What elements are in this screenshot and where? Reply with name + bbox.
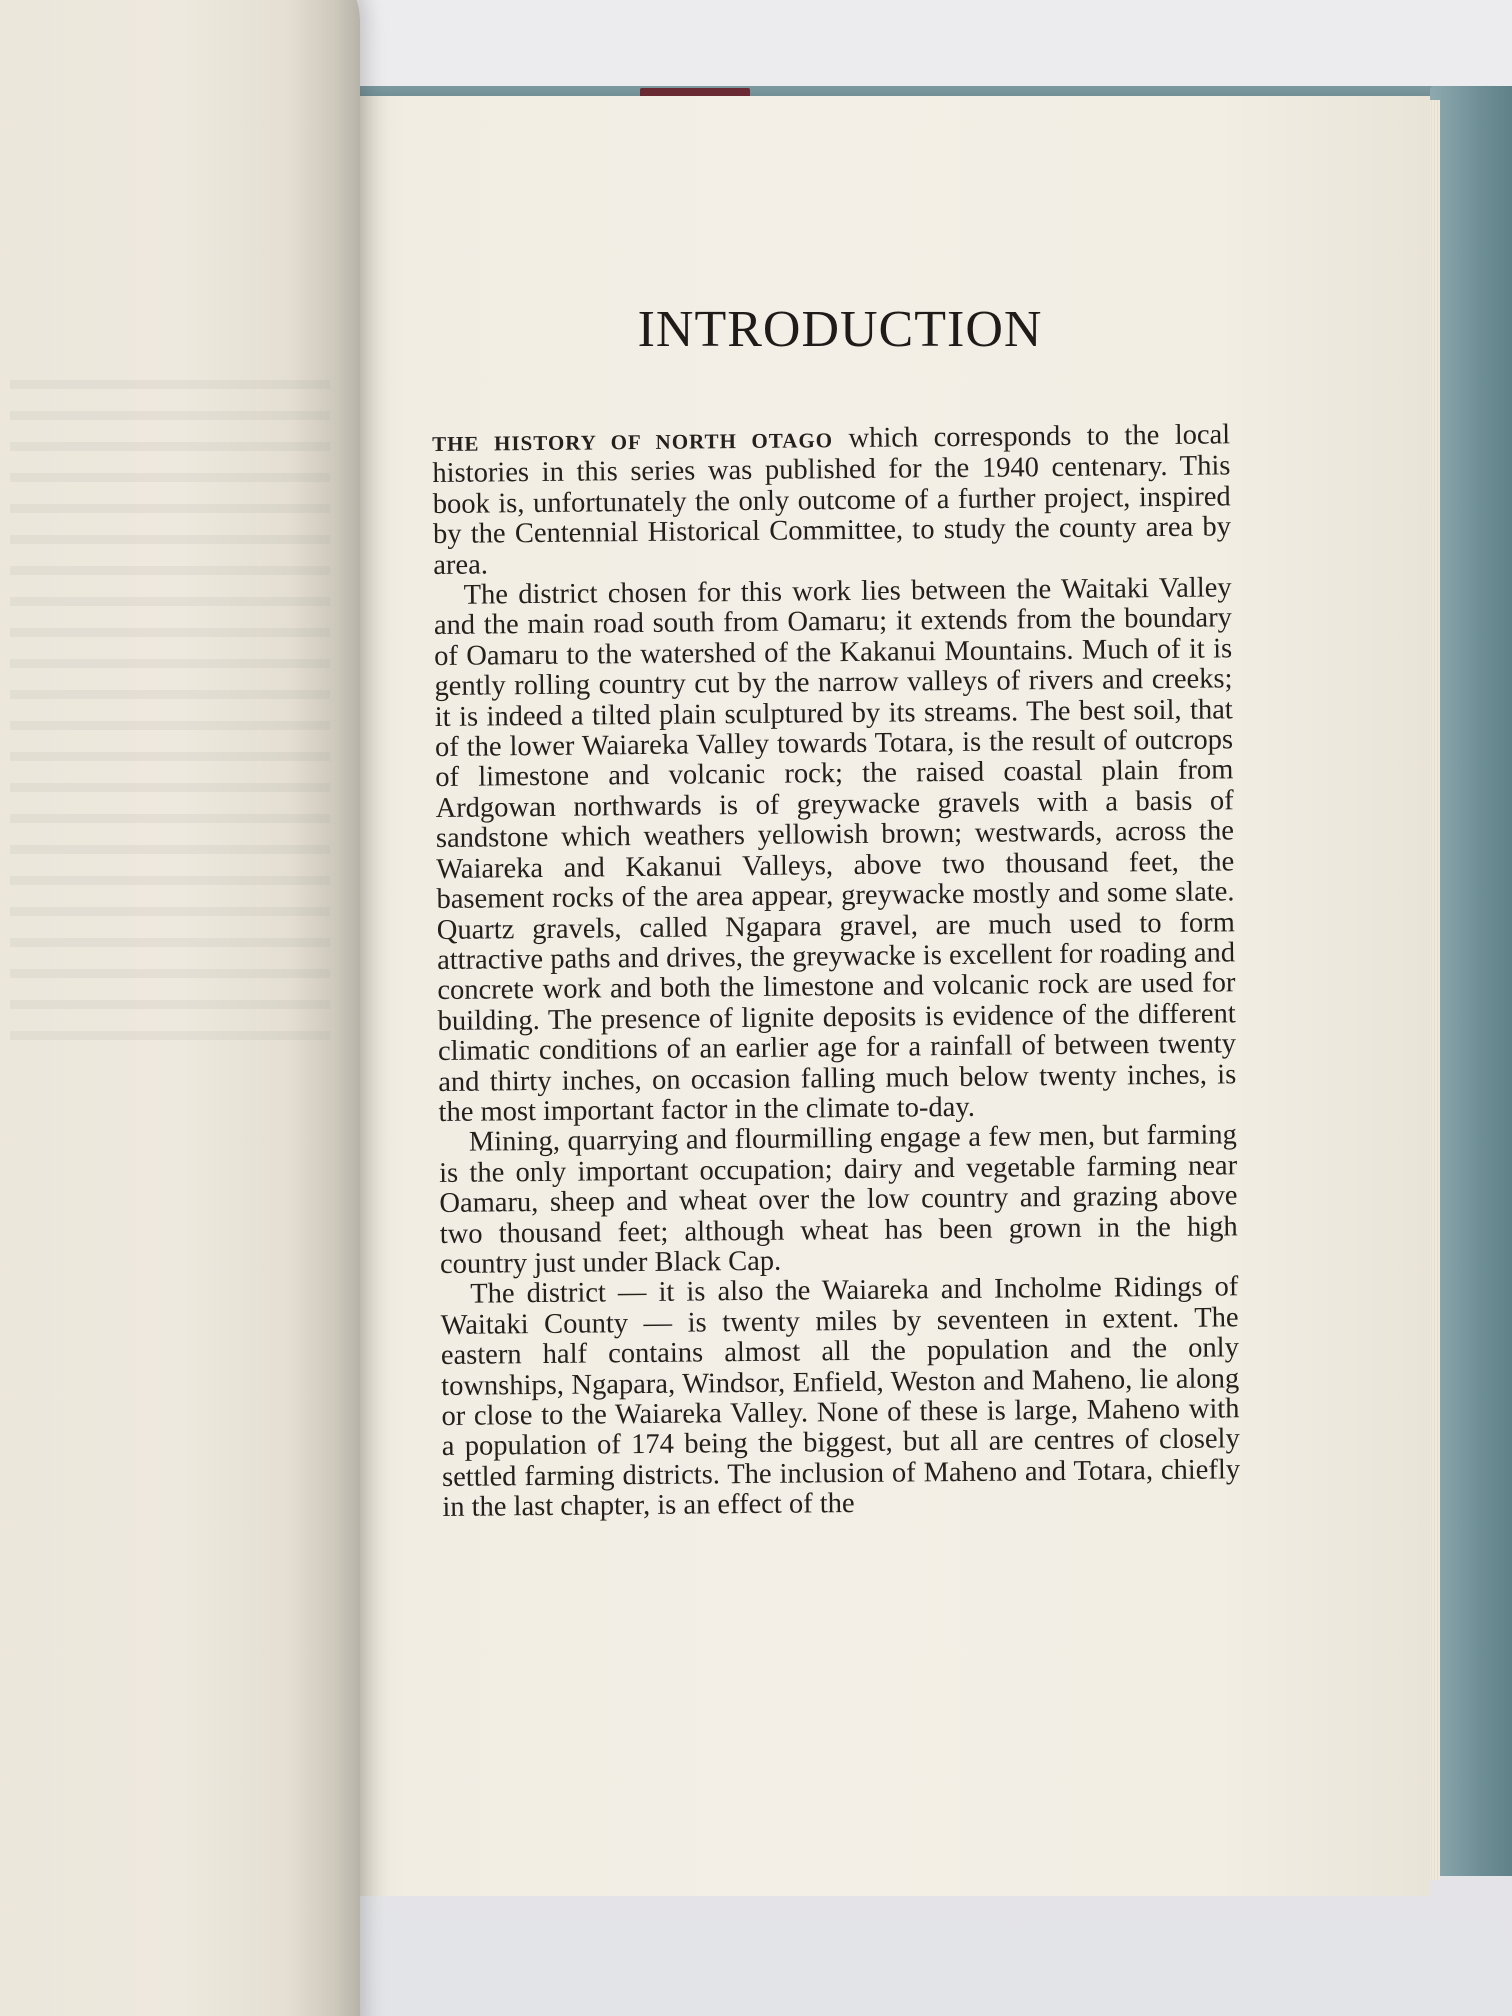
- paragraph-1: [432, 420, 1231, 581]
- paragraph-2: The district chosen for this work lies between the Waitaki Valley and the main road south from Oamaru; it extends from the boundary of Oamaru to the watershed of the Kakanui Mountains. Much of it is gently rolling country cut by the narrow valleys of rivers and creeks; it is indeed a tilted plain sculptured by its streams. The best soil, that of the lower Waiareka Valley towards Totara, is the result of outcrops of limestone and volcanic rock; the raised coastal plain from Ardgowan northwards is of greywacke gravels with a basis of sandstone which weathers yellowish brown; westwards, across the Waiareka and Kakanui Valleys, above two thousand feet, the basement rocks of the area appear, greywacke mostly and some slate. Quartz gravels, called Ngapara gravel, are much used to form attractive paths and drives, the greywacke is excellent for roading and concrete work and both the limestone and volcanic rock are used for building. The presence of lignite deposits is evidence of the different climatic conditions of an earlier age for a rainfall of between twenty and thirty inches, on occasion falling much below twenty inches, is the most important factor in the climate to-day.: [433, 572, 1237, 1128]
- book-cover-edge: [1430, 86, 1512, 1876]
- body-text: [432, 420, 1240, 1523]
- lead-small-caps: THE HISTORY OF NORTH OTAGO: [432, 428, 834, 456]
- paragraph-4: The district — it is also the Waiareka and Incholme Ridings of Waitaki County — is twenty miles by seventeen in extent. The eastern half contains almost all the population and the only townships, Ngapara, Windsor, Enfield, Weston and Maheno, lie along or close to the Waiareka Valley. None of these is large, Maheno with a population of 174 being the biggest, but all are centres of closely settled farming districts. The inclusion of Maheno and Totara, chiefly in the last chapter, is an effect of the: [440, 1271, 1241, 1524]
- left-page-show-through: [10, 380, 330, 1062]
- page-heading: INTRODUCTION: [637, 301, 1043, 358]
- show-through-text: [440, 272, 1140, 287]
- paragraph-1-text: which corresponds to the local histories in this series was published for the 1940 centenary. This book is, unfortunately the only outcome of a further project, inspired by the Centennial Historical Committee, to study the county area by area.: [432, 419, 1232, 581]
- paragraph-3: Mining, quarrying and flourmilling engage a few men, but farming is the only important occupation; dairy and vegetable farming near Oamaru, sheep and wheat over the low country and grazing above two thousand feet; although wheat has been grown in the high country just under Black Cap.: [439, 1119, 1238, 1280]
